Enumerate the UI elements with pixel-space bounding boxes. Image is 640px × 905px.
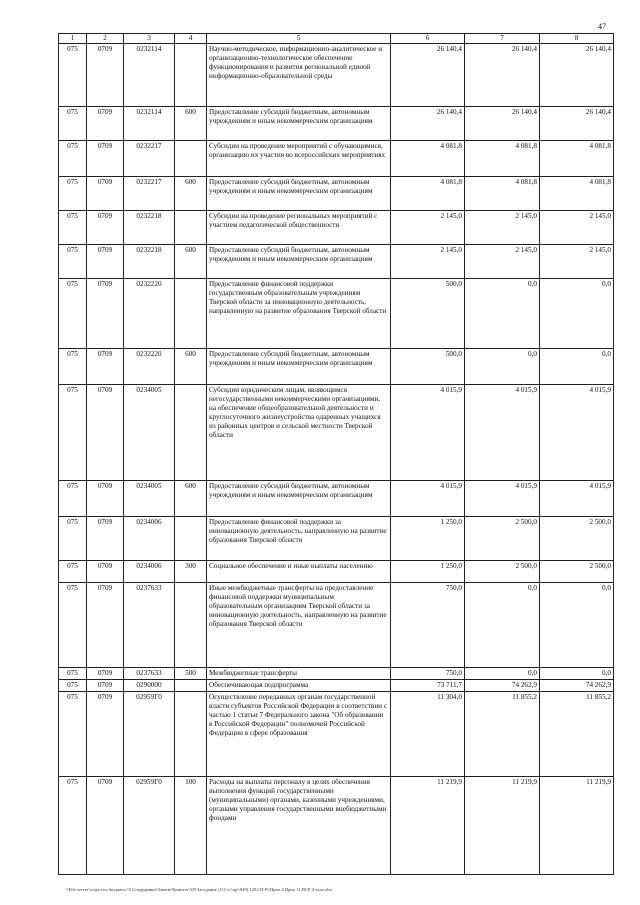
cell-value-8: 11 219,9 bbox=[540, 777, 614, 875]
cell-value-8: 26 140,4 bbox=[540, 44, 614, 107]
cell-code-2: 0709 bbox=[87, 680, 124, 692]
cell-code-3: 0232217 bbox=[124, 177, 175, 211]
cell-value-7: 11 855,2 bbox=[465, 692, 540, 777]
cell-code-3: 0237633 bbox=[124, 668, 175, 680]
cell-code-1: 075 bbox=[59, 107, 87, 141]
cell-code-2: 0709 bbox=[87, 561, 124, 583]
cell-code-2: 0709 bbox=[87, 692, 124, 777]
cell-value-8: 2 500,0 bbox=[540, 517, 614, 561]
cell-description: Предоставление субсидий бюджетным, автономным учреждениям и иным некоммерческим организациям bbox=[207, 481, 391, 517]
cell-code-3: 02959Г0 bbox=[124, 777, 175, 875]
cell-code-1: 075 bbox=[59, 245, 87, 279]
cell-value-8: 2 145,0 bbox=[540, 245, 614, 279]
cell-code-3: 0232220 bbox=[124, 349, 175, 385]
cell-code-2: 0709 bbox=[87, 107, 124, 141]
cell-value-6: 11 219,9 bbox=[391, 777, 465, 875]
cell-code-2: 0709 bbox=[87, 481, 124, 517]
cell-code-3: 0232217 bbox=[124, 141, 175, 177]
cell-code-4 bbox=[175, 680, 207, 692]
cell-code-2: 0709 bbox=[87, 177, 124, 211]
cell-code-2: 0709 bbox=[87, 385, 124, 481]
cell-value-7: 0,0 bbox=[465, 349, 540, 385]
cell-description: Предоставление субсидий бюджетным, автономным учреждениям и иным некоммерческим организациям bbox=[207, 245, 391, 279]
cell-code-2: 0709 bbox=[87, 141, 124, 177]
table-row bbox=[59, 680, 614, 692]
cell-code-4 bbox=[175, 692, 207, 777]
budget-table bbox=[58, 33, 614, 875]
col-header: 5 bbox=[207, 34, 391, 44]
cell-value-8: 0,0 bbox=[540, 583, 614, 668]
table-row bbox=[59, 385, 614, 481]
cell-code-1: 075 bbox=[59, 44, 87, 107]
cell-code-1: 075 bbox=[59, 692, 87, 777]
cell-value-8: 26 140,4 bbox=[540, 107, 614, 141]
cell-description: Предоставление субсидий бюджетным, автономным учреждениям и иным некоммерческим организациям bbox=[207, 177, 391, 211]
cell-code-1: 075 bbox=[59, 517, 87, 561]
cell-value-6: 26 140,4 bbox=[391, 107, 465, 141]
cell-code-4: 600 bbox=[175, 245, 207, 279]
cell-code-2: 0709 bbox=[87, 245, 124, 279]
cell-value-8: 2 145,0 bbox=[540, 211, 614, 245]
cell-code-4: 600 bbox=[175, 481, 207, 517]
cell-code-3: 0234006 bbox=[124, 561, 175, 583]
table-row bbox=[59, 279, 614, 349]
cell-value-6: 11 304,0 bbox=[391, 692, 465, 777]
cell-description: Обеспечивающая подпрограмма bbox=[207, 680, 391, 692]
col-header: 7 bbox=[465, 34, 540, 44]
cell-value-8: 0,0 bbox=[540, 668, 614, 680]
cell-code-4: 500 bbox=[175, 668, 207, 680]
cell-value-8: 0,0 bbox=[540, 349, 614, 385]
cell-value-6: 2 145,0 bbox=[391, 211, 465, 245]
col-header: 1 bbox=[59, 34, 87, 44]
cell-code-3: 0237633 bbox=[124, 583, 175, 668]
cell-value-7: 26 140,4 bbox=[465, 107, 540, 141]
table-row bbox=[59, 668, 614, 680]
cell-code-4 bbox=[175, 385, 207, 481]
cell-value-7: 0,0 bbox=[465, 583, 540, 668]
table-row bbox=[59, 692, 614, 777]
table-row bbox=[59, 107, 614, 141]
cell-value-7: 26 140,4 bbox=[465, 44, 540, 107]
cell-value-8: 2 500,0 bbox=[540, 561, 614, 583]
cell-value-8: 0,0 bbox=[540, 279, 614, 349]
cell-code-1: 075 bbox=[59, 177, 87, 211]
cell-code-3: 0232220 bbox=[124, 279, 175, 349]
cell-code-4: 600 bbox=[175, 177, 207, 211]
cell-value-8: 4 081,8 bbox=[540, 177, 614, 211]
cell-description: Осуществление переданных органам государственной власти субъектов Российской Федерации в соответствии с частью 1 статьи 7 Федерального закона "Об образовании в Российской Федерации" полномочий Российской Федерации в сфере образования bbox=[207, 692, 391, 777]
cell-description: Социальное обеспечение и иные выплаты населению bbox=[207, 561, 391, 583]
cell-code-1: 075 bbox=[59, 481, 87, 517]
cell-value-7: 2 500,0 bbox=[465, 517, 540, 561]
cell-value-7: 74 262,9 bbox=[465, 680, 540, 692]
col-header: 2 bbox=[87, 34, 124, 44]
table-row bbox=[59, 44, 614, 107]
cell-description: Предоставление финансовой поддержки за инновационную деятельность, направленную на развитие образования Тверской области bbox=[207, 517, 391, 561]
cell-code-1: 075 bbox=[59, 349, 87, 385]
cell-code-4: 100 bbox=[175, 777, 207, 875]
cell-value-6: 4 081,8 bbox=[391, 177, 465, 211]
cell-code-2: 0709 bbox=[87, 777, 124, 875]
cell-value-6: 1 250,0 bbox=[391, 561, 465, 583]
cell-code-3: 0234005 bbox=[124, 481, 175, 517]
cell-code-3: 0290000 bbox=[124, 680, 175, 692]
cell-description: Межбюджетные трансферты bbox=[207, 668, 391, 680]
header-row bbox=[59, 34, 614, 44]
cell-code-3: 0234005 bbox=[124, 385, 175, 481]
cell-code-1: 075 bbox=[59, 561, 87, 583]
cell-code-2: 0709 bbox=[87, 668, 124, 680]
footer-file-path: \\File-server\\отдел по бюджету\\5 Сотрудники\\Змеев\\Комитет\\09 Заседание (11)\\с\\пр\\049) 1292-П-9\\Прил 4 Прил 11 ВСР 3 тела.xlsx bbox=[66, 887, 333, 892]
cell-code-4 bbox=[175, 211, 207, 245]
cell-code-2: 0709 bbox=[87, 349, 124, 385]
cell-code-1: 075 bbox=[59, 680, 87, 692]
table-row bbox=[59, 349, 614, 385]
cell-description: Предоставление субсидий бюджетным, автономным учреждениям и иным некоммерческим организациям bbox=[207, 349, 391, 385]
cell-code-1: 075 bbox=[59, 211, 87, 245]
cell-code-3: 02959Г0 bbox=[124, 692, 175, 777]
cell-value-7: 0,0 bbox=[465, 668, 540, 680]
cell-code-3: 0232114 bbox=[124, 107, 175, 141]
table-row bbox=[59, 211, 614, 245]
table-row bbox=[59, 177, 614, 211]
cell-description: Субсидии юридическим лицам, являющимся негосударственными некоммерческими организациями, на обеспечение общеобразовательной деятельности и круглосуточного жизнеустройства одаренных учащихся из районных центров и сельской местности Тверской области bbox=[207, 385, 391, 481]
page-number: 47 bbox=[598, 22, 606, 31]
cell-code-4 bbox=[175, 141, 207, 177]
cell-value-7: 2 500,0 bbox=[465, 561, 540, 583]
cell-code-1: 075 bbox=[59, 777, 87, 875]
cell-value-8: 4 015,9 bbox=[540, 481, 614, 517]
cell-code-3: 0232218 bbox=[124, 245, 175, 279]
cell-code-3: 0234006 bbox=[124, 517, 175, 561]
cell-value-6: 1 250,0 bbox=[391, 517, 465, 561]
cell-value-6: 26 140,4 bbox=[391, 44, 465, 107]
cell-code-3: 0232218 bbox=[124, 211, 175, 245]
table-row bbox=[59, 583, 614, 668]
table-row bbox=[59, 561, 614, 583]
cell-value-6: 500,0 bbox=[391, 279, 465, 349]
table-row bbox=[59, 245, 614, 279]
cell-value-8: 74 262,9 bbox=[540, 680, 614, 692]
col-header: 3 bbox=[124, 34, 175, 44]
cell-description: Субсидии на проведение мероприятий с обучающимися, организацию их участия во всероссийских мероприятиях bbox=[207, 141, 391, 177]
cell-code-4: 600 bbox=[175, 107, 207, 141]
cell-description: Предоставление финансовой поддержки государственным образовательным учреждениям Тверской области за инновационную деятельность, направленную на развитие образования Тверской области bbox=[207, 279, 391, 349]
cell-code-4 bbox=[175, 517, 207, 561]
cell-value-6: 2 145,0 bbox=[391, 245, 465, 279]
col-header: 4 bbox=[175, 34, 207, 44]
cell-code-4 bbox=[175, 583, 207, 668]
cell-value-7: 4 015,9 bbox=[465, 385, 540, 481]
cell-value-7: 4 081,8 bbox=[465, 141, 540, 177]
cell-value-6: 4 081,8 bbox=[391, 141, 465, 177]
cell-value-8: 4 015,9 bbox=[540, 385, 614, 481]
table-row bbox=[59, 481, 614, 517]
cell-value-7: 4 081,8 bbox=[465, 177, 540, 211]
cell-description: Научно-методическое, информационно-аналитическое и организационно-технологическое обеспечение функционирования и развития региональной единой информационно-образовательной среды bbox=[207, 44, 391, 107]
cell-code-2: 0709 bbox=[87, 279, 124, 349]
cell-value-8: 11 855,2 bbox=[540, 692, 614, 777]
cell-code-2: 0709 bbox=[87, 583, 124, 668]
cell-code-2: 0709 bbox=[87, 517, 124, 561]
cell-code-1: 075 bbox=[59, 668, 87, 680]
cell-value-6: 750,0 bbox=[391, 668, 465, 680]
cell-code-2: 0709 bbox=[87, 44, 124, 107]
table-row bbox=[59, 517, 614, 561]
cell-code-1: 075 bbox=[59, 583, 87, 668]
cell-code-4 bbox=[175, 44, 207, 107]
cell-value-7: 2 145,0 bbox=[465, 211, 540, 245]
cell-description: Предоставление субсидий бюджетным, автономным учреждениям и иным некоммерческим организациям bbox=[207, 107, 391, 141]
cell-code-4: 600 bbox=[175, 349, 207, 385]
cell-value-7: 0,0 bbox=[465, 279, 540, 349]
cell-value-6: 4 015,9 bbox=[391, 385, 465, 481]
table-row bbox=[59, 141, 614, 177]
cell-code-4 bbox=[175, 279, 207, 349]
cell-value-8: 4 081,8 bbox=[540, 141, 614, 177]
col-header: 6 bbox=[391, 34, 465, 44]
cell-value-7: 11 219,9 bbox=[465, 777, 540, 875]
cell-code-2: 0709 bbox=[87, 211, 124, 245]
cell-value-7: 4 015,9 bbox=[465, 481, 540, 517]
cell-code-4: 300 bbox=[175, 561, 207, 583]
cell-description: Субсидии на проведение региональных мероприятий с участием педагогической общественности bbox=[207, 211, 391, 245]
cell-value-6: 4 015,9 bbox=[391, 481, 465, 517]
cell-code-1: 075 bbox=[59, 279, 87, 349]
cell-description: Расходы на выплаты персоналу в целях обеспечения выполнения функций государственными (муниципальными) органами, казенными учреждениями, органами управления государственными внебюджетными фондами bbox=[207, 777, 391, 875]
cell-code-1: 075 bbox=[59, 385, 87, 481]
cell-code-3: 0232114 bbox=[124, 44, 175, 107]
cell-code-1: 075 bbox=[59, 141, 87, 177]
cell-value-6: 73 711,7 bbox=[391, 680, 465, 692]
cell-value-6: 750,0 bbox=[391, 583, 465, 668]
cell-description: Иные межбюджетные трансферты на предоставление финансовой поддержки муниципальным образовательным организациям Тверской области за инновационную деятельность, направленную на развитие образования Тверской области bbox=[207, 583, 391, 668]
col-header: 8 bbox=[540, 34, 614, 44]
cell-value-6: 500,0 bbox=[391, 349, 465, 385]
cell-value-7: 2 145,0 bbox=[465, 245, 540, 279]
table-row bbox=[59, 777, 614, 875]
